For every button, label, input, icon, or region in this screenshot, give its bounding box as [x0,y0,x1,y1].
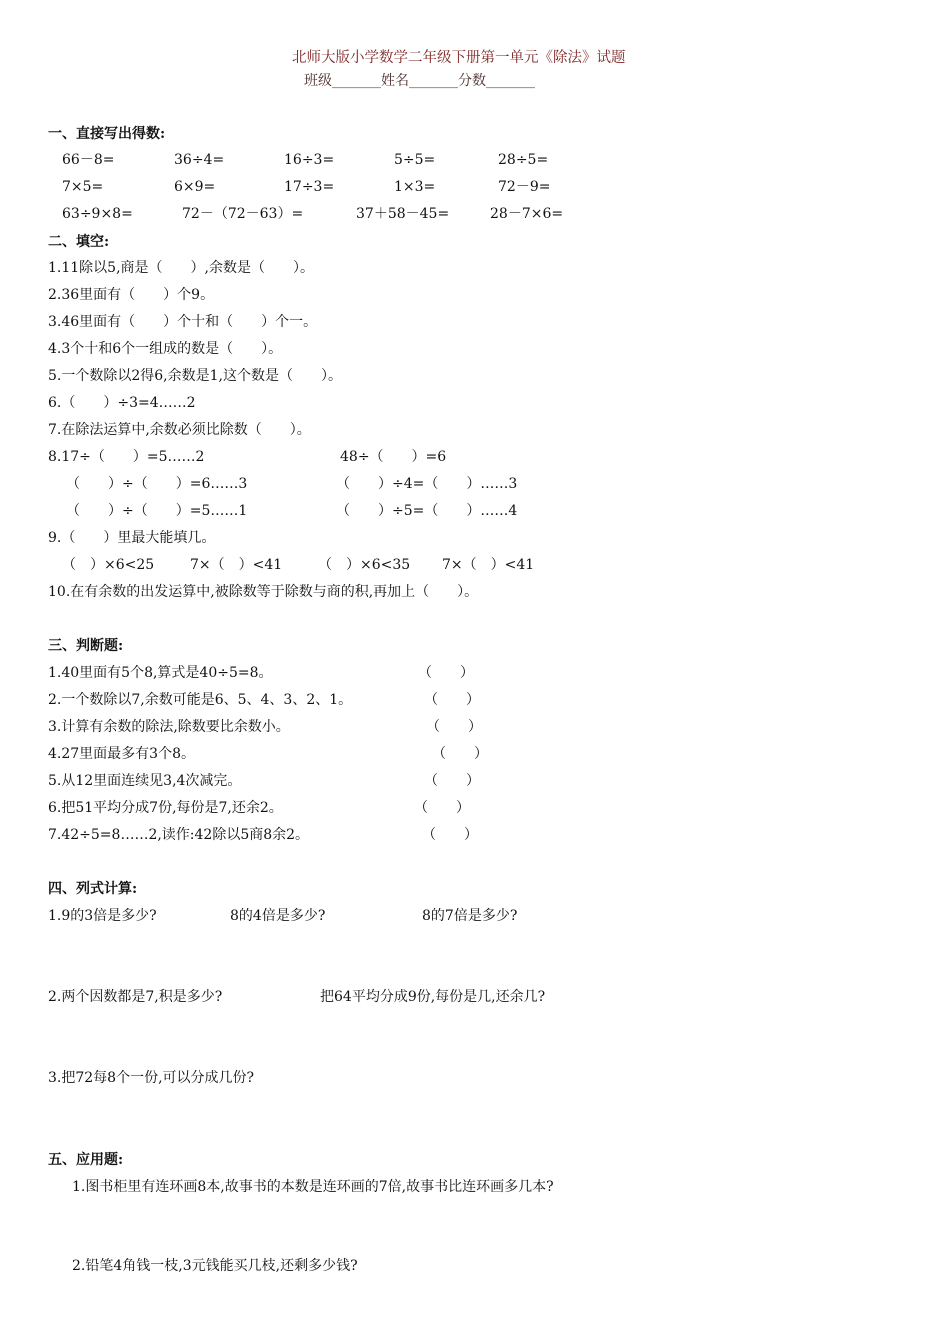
fill-question: （ ）÷4=（ ）……3 [336,476,518,492]
judge-question: 2.一个数除以7,余数可能是6、5、4、3、2、1。 [48,692,353,708]
fill-question: 3.46里面有（ ）个十和（ ）个一。 [48,314,318,330]
fill-question: 2.36里面有（ ）个9。 [48,287,215,303]
calc-question: 3.把72每8个一份,可以分成几份? [48,1070,255,1086]
answer-paren: （ ） [422,827,478,843]
calc-item: 72－（72－63）= [182,206,304,222]
calc-question: 8的7倍是多少? [422,908,518,924]
calc-item: 6×9= [174,179,216,195]
answer-paren: （ ） [426,719,482,735]
judge-question: 1.40里面有5个8,算式是40÷5=8。 [48,665,273,681]
calc-question: 8的4倍是多少? [230,908,326,924]
fill-question: 8.17÷（ ）=5……2 [48,449,205,465]
fill-item: 7×（ ）<41 [442,557,535,573]
calc-item: 36÷4= [174,152,225,168]
fill-question: 48÷（ ）=6 [340,449,447,465]
judge-question: 6.把51平均分成7份,每份是7,还余2。 [48,800,283,816]
fill-question: （ ）÷5=（ ）……4 [336,503,518,519]
fill-question: 10.在有余数的出发运算中,被除数等于除数与商的积,再加上（ ）。 [48,584,479,600]
fill-question: 4.3个十和6个一组成的数是（ ）。 [48,341,283,357]
calc-item: 63÷9×8= [62,206,133,222]
fill-question: 1.11除以5,商是（ ）,余数是（ ）。 [48,260,314,276]
calc-item: 5÷5= [394,152,436,168]
judge-question: 4.27里面最多有3个8。 [48,746,195,762]
calc-question: 1.9的3倍是多少? [48,908,157,924]
section-5-heading: 五、应用题: [48,1152,124,1168]
calc-item: 17÷3= [284,179,335,195]
page-title: 北师大版小学数学二年级下册第一单元《除法》试题 [292,50,626,66]
fill-question: 5.一个数除以2得6,余数是1,这个数是（ ）。 [48,368,342,384]
calc-item: 72－9= [498,179,551,195]
calc-item: 28÷5= [498,152,549,168]
section-4-heading: 四、列式计算: [48,881,138,897]
fill-question: （ ）÷（ ）=5……1 [66,503,248,519]
judge-question: 7.42÷5=8……2,读作:42除以5商8余2。 [48,827,310,843]
judge-question: 3.计算有余数的除法,除数要比余数小。 [48,719,290,735]
answer-paren: （ ） [424,773,480,789]
calc-question: 把64平均分成9份,每份是几,还余几? [320,989,546,1005]
section-3-heading: 三、判断题: [48,638,124,654]
word-problem: 2.铅笔4角钱一枝,3元钱能买几枝,还剩多少钱? [72,1258,358,1274]
calc-item: 1×3= [394,179,436,195]
fill-item: （ ）×6<25 [62,557,155,573]
fill-question: 7.在除法运算中,余数必须比除数（ ）。 [48,422,311,438]
answer-paren: （ ） [432,746,488,762]
fill-item: 7×（ ）<41 [190,557,283,573]
answer-paren: （ ） [418,665,474,681]
section-2-heading: 二、填空: [48,234,110,250]
judge-question: 5.从12里面连续见3,4次减完。 [48,773,242,789]
word-problem: 1.图书柜里有连环画8本,故事书的本数是连环画的7倍,故事书比连环画多几本? [72,1179,554,1195]
student-info-line: 班级_______姓名_______分数_______ [304,73,535,89]
calc-item: 37＋58－45= [356,206,450,222]
fill-question: （ ）÷（ ）=6……3 [66,476,248,492]
calc-question: 2.两个因数都是7,积是多少? [48,989,223,1005]
section-1-heading: 一、直接写出得数: [48,126,166,142]
calc-item: 66－8= [62,152,115,168]
answer-paren: （ ） [424,692,480,708]
calc-item: 16÷3= [284,152,335,168]
answer-paren: （ ） [414,800,470,816]
calc-item: 7×5= [62,179,104,195]
fill-question: 9.（ ）里最大能填几。 [48,530,216,546]
fill-question: 6.（ ）÷3=4……2 [48,395,196,411]
calc-item: 28－7×6= [490,206,564,222]
fill-item: （ ）×6<35 [318,557,411,573]
